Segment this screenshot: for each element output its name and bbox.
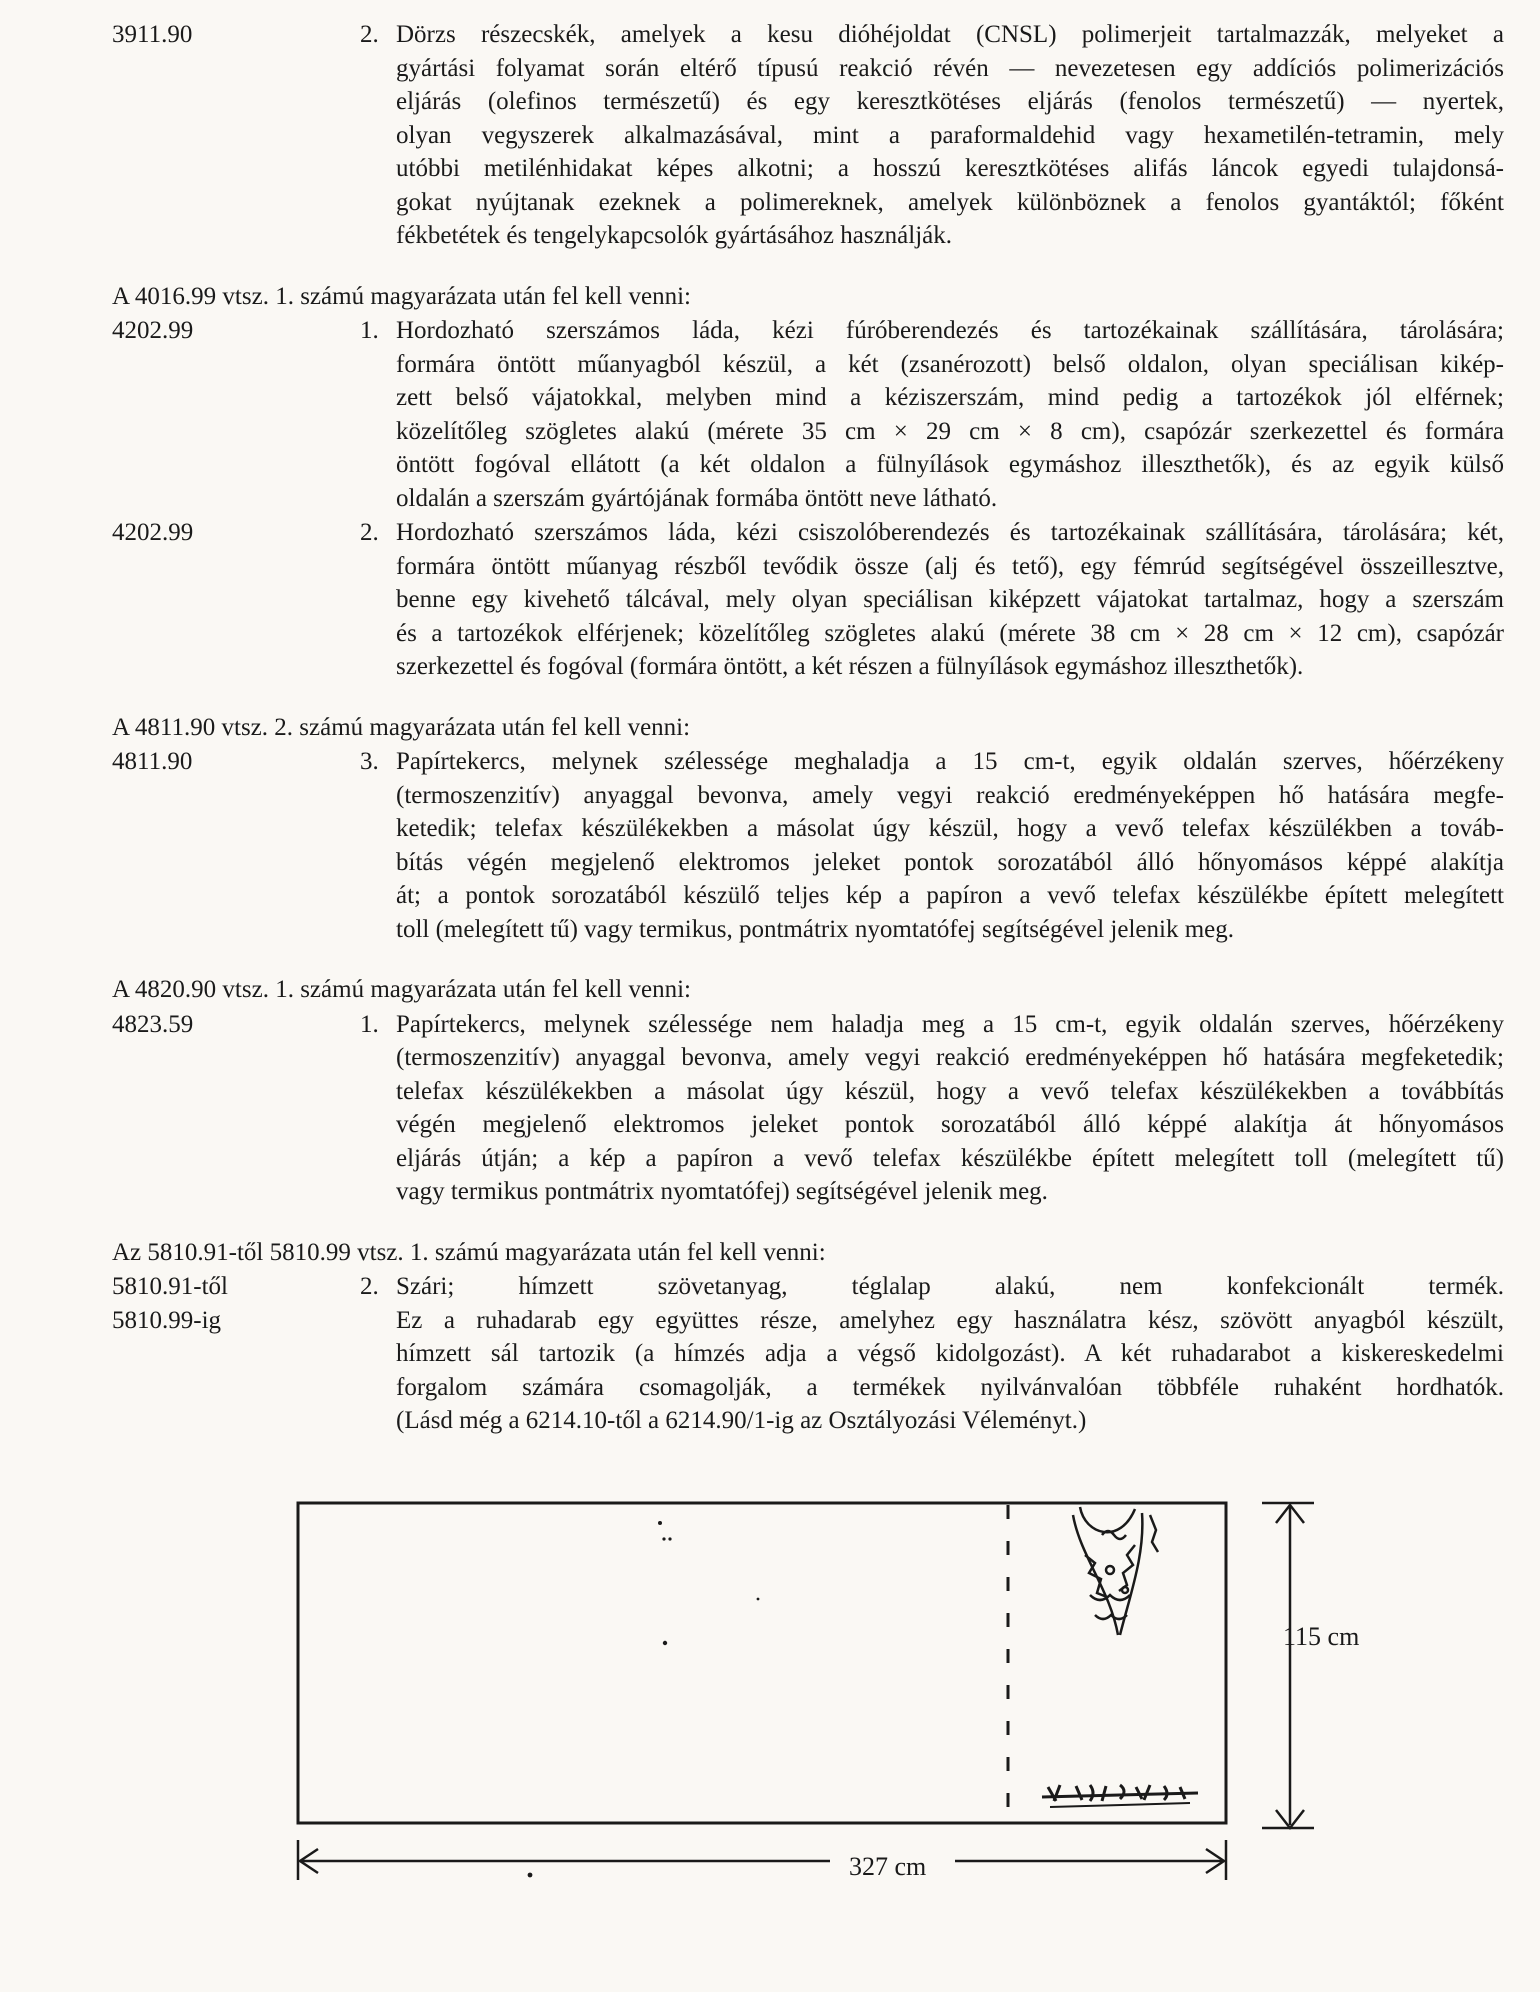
entry-number: 1. <box>360 1010 379 1038</box>
tariff-entry <box>112 516 1504 684</box>
fabric-outline <box>298 1503 1226 1823</box>
spacer <box>112 1209 1504 1236</box>
tariff-entry <box>112 18 1504 253</box>
description-line: formára öntött műanyagból készül, a két (zsanérozott) belső oldalon, olyan speciálisan kikép- <box>396 350 1504 378</box>
entry-description <box>396 516 1504 684</box>
description-line: Hordozható szerszámos láda, kézi fúróberendezés és tartozékainak szállítására, tárolására; <box>396 317 1504 344</box>
width-dimension <box>298 1840 1226 1880</box>
tariff-code-column <box>112 1270 360 1337</box>
description-line: gyártási folyamat során eltérő típusú reakció révén — nevezetesen egy addíciós polimerizációs <box>396 54 1504 82</box>
description-line: gokat nyújtanak ezeknek a polimereknek, amelyek különböznek a fenolos gyantáktól; főként <box>396 188 1504 216</box>
entry-body <box>360 18 1504 253</box>
description-line: Hordozható szerszámos láda, kézi csiszolóberendezés és tartozékainak szállítására, tárolására; két, <box>396 519 1504 546</box>
entry-number: 2. <box>360 1273 379 1300</box>
description-line: át; a pontok sorozatából készülő teljes kép a papíron a vevő telefax készülékbe épített melegített <box>396 882 1504 909</box>
entry-description <box>396 1008 1504 1209</box>
description-line: (termoszenzitív) anyaggal bevonva, amely vegyi reakció eredményeképpen hő hatására megfe- <box>396 781 1504 809</box>
spacer <box>112 253 1504 280</box>
description-line: forgalom számára csomagolják, a termékek nyilvánvalóan többféle ruhaként hordhatók. <box>396 1373 1504 1401</box>
tariff-code: 4202.99 <box>112 519 194 546</box>
entry-body <box>360 1008 1504 1209</box>
entry-body <box>360 1270 1504 1438</box>
description-line: hímzett sál tartozik (a hímzés adja a végső kidolgozást). A két ruhadarabot a kiskereskedelmi <box>396 1340 1504 1367</box>
description-line: fékbetétek és tengelykapcsolók gyártásához használják. <box>396 222 953 249</box>
description-line: ketedik; telefax készülékekben a másolat úgy készül, hogy a vevő telefax készülékben a továb- <box>396 815 1504 842</box>
spacer <box>112 946 1504 973</box>
tariff-code-column <box>112 516 360 550</box>
description-line: telefax készülékekben a másolat úgy készül, hogy a vevő telefax készülékekben a továbbítás <box>396 1077 1504 1105</box>
entry-number: 3. <box>360 748 379 775</box>
document-body <box>112 18 1504 1439</box>
sari-diagram <box>290 1495 1380 1895</box>
entry-body <box>360 745 1504 946</box>
description-line: vagy termikus pontmátrix nyomtatófej) segítségével jelenik meg. <box>396 1178 1048 1205</box>
entry-description <box>396 18 1504 253</box>
description-line: benne egy kivehető tálcával, mely olyan speciálisan kiképzett vájatokat tartalmaz, hogy a szerszám <box>396 586 1504 613</box>
spacer <box>112 684 1504 711</box>
entry-body <box>360 516 1504 684</box>
tariff-entry <box>112 1270 1504 1438</box>
spacer <box>112 1438 1504 1439</box>
description-line: Papírtekercs, melynek szélessége nem haladja meg a 15 cm-t, egyik oldalán szerves, hőérzékeny <box>396 1010 1504 1038</box>
tariff-entry <box>112 745 1504 946</box>
embroidery-border <box>1042 1785 1198 1807</box>
description-line: szerkezettel és fogóval (formára öntött, a két részen a fülnyílások egymáshoz illeszthetők). <box>396 653 1304 680</box>
entry-description <box>396 314 1504 515</box>
description-line: közelítőleg szögletes alakú (mérete 35 cm × 29 cm × 8 cm), csapózár szerkezettel és formára <box>396 417 1504 445</box>
tariff-code: 5810.99-ig <box>112 1306 222 1334</box>
section-intro: A 4016.99 vtsz. 1. számú magyarázata után fel kell venni: <box>112 282 691 310</box>
description-line: Papírtekercs, melynek szélessége meghaladja a 15 cm-t, egyik oldalán szerves, hőérzékeny <box>396 748 1504 775</box>
tariff-code: 4823.59 <box>112 1010 194 1038</box>
description-line: (termoszenzitív) anyaggal bevonva, amely vegyi reakció eredményeképpen hő hatására megfeketedik; <box>396 1044 1504 1071</box>
tariff-code: 5810.91-től <box>112 1273 228 1300</box>
description-line: Dörzs részecskék, amelyek a kesu dióhéjoldat (CNSL) polimerjeit tartalmazzák, melyeket a <box>396 21 1504 48</box>
description-line: olyan vegyszerek alkalmazásával, mint a paraformaldehid vagy hexametilén-tetramin, mely <box>396 121 1504 149</box>
description-line: eljárás útján; a kép a papíron a vevő telefax készülékbe épített melegített toll (melegített tű) <box>396 1144 1504 1172</box>
embroidery-motif <box>1073 1507 1158 1635</box>
description-line: és a tartozékok elférjenek; közelítőleg szögletes alakú (mérete 38 cm × 28 cm × 12 cm), csapózár <box>396 619 1504 647</box>
description-line: utóbbi metilénhidakat képes alkotni; a hosszú keresztkötéses alifás láncok egyedi tulajdonsá- <box>396 155 1504 182</box>
description-line: Ez a ruhadarab egy együttes része, amelyhez egy használatra kész, szövött anyagból készült, <box>396 1306 1504 1334</box>
description-line: végén megjelenő elektromos jeleket pontok sorozatából álló képpé alakítja át hőnyomásos <box>396 1111 1504 1138</box>
entry-number: 2. <box>360 21 379 48</box>
tariff-entry <box>112 1008 1504 1209</box>
description-line: zett belső vájatokkal, melyben mind a kéziszerszám, mind pedig a tartozékok jól elférnek; <box>396 384 1504 411</box>
tariff-code: 4811.90 <box>112 748 193 775</box>
section-intro: A 4820.90 vtsz. 1. számú magyarázata után fel kell venni: <box>112 976 691 1003</box>
entry-number: 1. <box>360 317 379 344</box>
tariff-entry <box>112 314 1504 515</box>
description-line: (Lásd még a 6214.10-től a 6214.90/1-ig az Osztályozási Véleményt.) <box>396 1407 1087 1434</box>
tariff-code-column <box>112 1008 360 1042</box>
description-line: formára öntött műanyag részből tevődik össze (alj és tető), egy fémrúd segítségével összeillesztve, <box>396 552 1504 580</box>
section-intro: Az 5810.91-től 5810.99 vtsz. 1. számú magyarázata után fel kell venni: <box>112 1238 826 1266</box>
sari-drawing <box>290 1495 1380 1895</box>
description-line: toll (melegített tű) vagy termikus, pontmátrix nyomtatófej segítségével jelenik meg. <box>396 915 1234 943</box>
tariff-code-column <box>112 18 360 52</box>
tariff-code: 4202.99 <box>112 317 194 344</box>
height-dimension <box>1262 1503 1314 1828</box>
description-line: oldalán a szerszám gyártójának formába öntött neve látható. <box>396 484 998 512</box>
entry-number: 2. <box>360 519 379 546</box>
description-line: bítás végén megjelenő elektromos jeleket pontok sorozatából álló hőnyomásos képpé alakítja <box>396 848 1504 876</box>
tariff-code-column <box>112 745 360 779</box>
description-line: Szári; hímzett szövetanyag, téglalap alakú, nem konfekcionált termék. <box>396 1273 1504 1300</box>
entry-description <box>396 1270 1504 1438</box>
height-label: 115 cm <box>1283 1622 1360 1651</box>
entry-description <box>396 745 1504 946</box>
width-label: 327 cm <box>849 1852 927 1881</box>
description-line: eljárás (olefinos természetű) és egy keresztkötéses eljárás (fenolos természetű) — nyertek, <box>396 88 1504 115</box>
description-line: öntött fogóval ellátott (a két oldalon a fülnyílások egymáshoz illeszthetők), és az egyik külső <box>396 451 1504 478</box>
entry-body <box>360 314 1504 515</box>
tariff-code-column <box>112 314 360 348</box>
tariff-code: 3911.90 <box>112 21 193 48</box>
section-intro: A 4811.90 vtsz. 2. számú magyarázata után fel kell venni: <box>112 713 691 741</box>
